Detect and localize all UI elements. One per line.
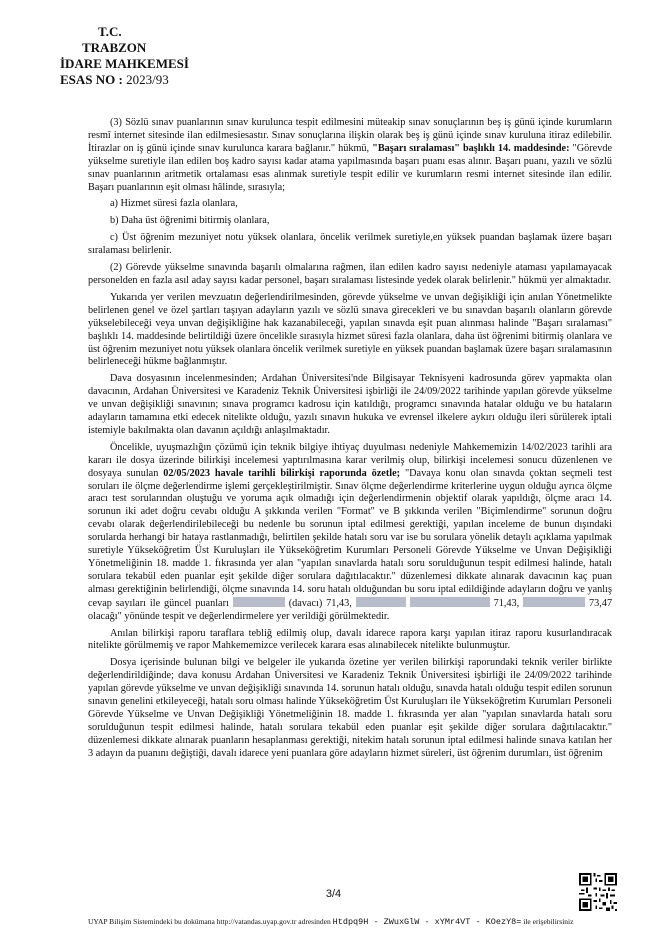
list-item-c: c) Üst öğrenim mezuniyet notu yüksek olanlara, öncelik verilmek suretiyle,en yüksek puandan başlamak üzere başarı sıralaması belirlenir.	[88, 232, 612, 257]
paragraph-dava-dosyasi: Dava dosyasının incelenmesinden; Ardahan Üniversitesi'nde Bilgisayar Teknisyeni kadrosunda görev yapmakta olan davacının, Ardahan Üniversitesi ve Karadeniz Teknik Üniversitesi işbirliği ile 24/09/2022 tarihinde yapılan görevde yükselme ve unvan değişikliği sınavının; sınava programcı kadrosu için katıldığı, programcı sınavında hatalar olduğu ve bu hataların adayların tamamına etki edecek nitelikte olduğu, yazılı sınavın hukuka ve evrensel ilkelere aykırı olduğu ileri sürülerek iptali istemiyle bakılmakta olan davanın açıldığı anlaşılmaktadır.	[88, 373, 612, 436]
paragraph-mevzuat: Yukarıda yer verilen mevzuatın değerlendirilmesinden, görevde yükselme ve unvan değişikliği için anılan Yönetmelikte belirlenen genel ve özel şartları taşıyan adayların yazılı ve sözlü sınava girecekleri ve bu sınavdan başarılı olanların görevde yükselebileceği veya unvan değişikliğine hak kazanabileceği, yapılan sınavda eşit puan alınması halinde "Başarı sıralaması" başlıklı 14. maddesinde belirtildiği üzere öncelikle sırasıyla hizmet süresi fazla olanlara, daha üst öğrenimi bitirmiş olanlara ve üst öğrenim mezuniyet notu yüksek olanlara öncelik verilmek suretiyle en yüksek puandan başlamak üzere başarı sıralamasının belirleneceği hükme bağlanmıştır.	[88, 291, 612, 368]
redacted-name	[233, 597, 285, 607]
paragraph-degerlendirme: Dosya içerisinde bulunan bilgi ve belgeler ile yukarıda özetine yer verilen bilirkişi raporundaki teknik veriler birlikte değerlendirildiğinde; dava konusu Ardahan Üniversitesi ve Karadeniz Teknik Üniversitesi işbirliği ile 24/09/2022 tarihinde yapılan görevde yükselme ve unvan değişikliği sınavında 14. sorunun hatalı olduğu, sınavda hatalı olduğu tespit edilen sorunun sınavın genelini etkileyeceği, hatalı soru olması halinde Yükseköğretim Üst Kuruluşları ile Yükseköğretim Kurumları Personeli Görevde Yükselme ve Unvan Değişikliği Yönetmeliğinin 18. madde 1. fıkrasında yer alan "yapılan sınavlarda hatalı soru sorulduğunun tespit edilmesi halinde, hatalı sorulara tekabül eden puanlar eşit şekilde diğer sorulara dağıtılacaktır." düzenlemesi dikkate alınarak puanların hesaplanması gerektiği, nitekim hatalı sorunun iptal edilmesi halinde sınava katılan her 3 adayın da puanını değiştiği, davalı idarece yeni puanlara göre adayların hizmet süreleri, üst öğrenim durumları, üst öğrenim	[88, 657, 612, 759]
tc-label: T.C.	[98, 24, 122, 39]
paragraph-sozlu-sinav: (3) Sözlü sınav puanlarının sınav kurulunca tespit edilmesini müteakip sınav sonuçlarının beş iş günü içinde kurumların resmî internet sitesinde ilan edilmesiesastır. Sınav sonuçlarına ilişkin olarak beş iş günü içinde sınav kuruluna itiraz edilebilir. İtirazlar on iş günü içinde sınav kurulunca karara bağlanır." hükmü, "Başarı sıralaması" başlıklı 14. maddesinde: "Görevde yükselme suretiyle ilan edilen boş kadro sayısı kadar atama yapılmasında başarı puanı esas alınır. Başarı puanı, yazılı ve sözlü sınav puanlarının aritmetik ortalaması esas alınmak suretiyle tespit edilir ve kurumların resmi internet sitesinde ilan edilir. Başarı puanlarının eşit olması hâlinde, sırasıyla;	[88, 117, 613, 193]
list-item-b: b) Daha üst öğrenimi bitirmiş olanlara,	[110, 215, 270, 227]
uyap-footer: UYAP Bilişim Sistemindeki bu dokümana http://vatandas.uyap.gov.tr adresinden Htdpq9H - ZWuxGlW - xYMr4VT - KOezY8= ile erişebilirsiniz	[88, 917, 574, 927]
document-body	[88, 117, 612, 765]
redacted-name	[356, 597, 406, 607]
esas-label: ESAS NO :	[60, 72, 123, 87]
court-label: İDARE MAHKEMESİ	[60, 56, 189, 71]
paragraph-yedek: (2) Görevde yükselme sınavında başarılı olmalarına rağmen, ilan edilen kadro sayısı nedeniyle ataması yapılamayacak personelden en fazla asıl aday sayısı kadar personel, başarı sıralaması listesinde yedek olarak belirlenir." hükmü yer almaktadır.	[88, 262, 612, 286]
city-label: TRABZON	[82, 40, 147, 55]
esas-no	[60, 72, 189, 88]
redacted-name	[523, 597, 585, 607]
list-item-a: a) Hizmet süresi fazla olanlara,	[110, 198, 238, 210]
paragraph-itiraz: Anılan bilirkişi raporu taraflara tebliğ edilmiş olup, davalı idarece rapora karşı yapılan itiraz raporu kusurlandıracak nitelikte görülmemiş ve rapor Mahkememizce verilecek karara esas alınabilecek nitelikte bulunmuştur.	[88, 627, 612, 652]
esas-value: 2023/93	[126, 72, 169, 87]
verification-code: Htdpq9H - ZWuxGlW - xYMr4VT - KOezY8=	[332, 917, 522, 927]
paragraph-bilirkisi: Öncelikle, uyuşmazlığın çözümü için teknik bilgiye ihtiyaç duyulması nedeniyle Mahkememizin 14/02/2023 tarihli ara kararı ile dosya üzerinde bilirkişi incelemesi yaptırılmasına karar verilmiş olup, bilirkişi incelemesi sonucu düzenlenen ve dosyaya sunulan 02/05/2023 havale tarihli bilirkişi raporunda özetle; "Davaya konu olan sınavda çoktan seçmeli test soruları ile ölçme değerlendirme işlemi gerçekleştirilmiştir. Sınav ölçme değerlendirme kriterlerine uygun olduğu ayrıca ölçme aracı test sorularından oluştuğu ve yoruma açık olmadığı için değerlendirmenin objektif olarak yapıldığı, ölçme aracı 14. sorunun iki adet doğru cevabı olduğu A şıkkında verilen "Format" ve B şıkkında verilen "Biçimlendirme" sorunun doğru cevabı olarak değerlendirilebileceği bu nedenle bu sorunun iptal edilmesi gerektiği, yapılan inceleme de bunun dışındaki sorularda herhangi bir hataya rastlanmadığı, belirtilen şekilde hatalı soru var ise bu sorulara yönelik detaylı açıklama yapılmak suretiyle Yükseköğretim Üst Kuruluşları ile Yükseköğretim Kurumları Personeli Görevde Yükselme ve Unvan Değişikliği Yönetmeliğinin 18. madde 1. fıkrasında yer alan "yapılan sınavlarda hatalı soru sorulduğunun tespit edilmesi halinde, hatalı sorulara tekabül eden puanlar eşit şekilde diğer sorulara dağıtılacaktır." düzenlemesi dikkate alınarak davacının kaç puan alması gerektiğinin belirlendiği, ölçme sınavında 14. soru hatalı olduğundan bu soru iptal edildiğinde adayların doğru ve yanlış cevap sayıları ile güncel puanları (davacı) 71,43, 71,43, 73,47 olacağı" yönünde tespit ve değerlendirmelere yer verildiği görülmektedir.	[88, 441, 613, 622]
basari-siralamasi-heading: "Başarı sıralaması" başlıklı 14. maddesinde:	[372, 142, 570, 154]
redacted-name	[410, 597, 490, 607]
document-header	[60, 24, 189, 88]
bilirkisi-raporu-date: 02/05/2023 havale tarihli bilirkişi raporunda özetle;	[163, 467, 401, 479]
qr-code-icon	[579, 873, 617, 911]
page-number: 3/4	[325, 888, 342, 900]
